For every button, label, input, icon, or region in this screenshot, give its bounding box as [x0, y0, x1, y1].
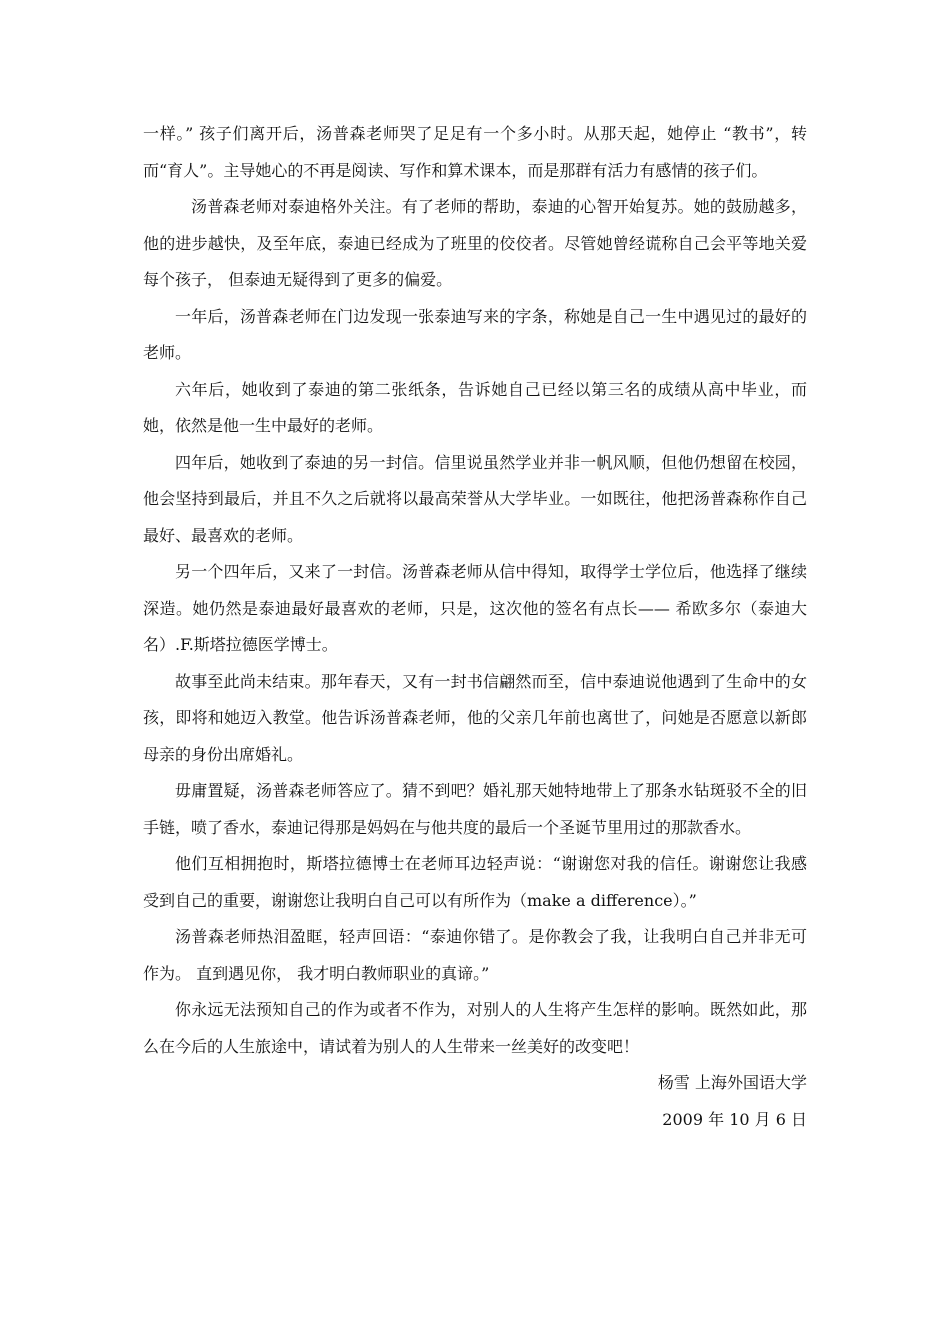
paragraph-2: 汤普森老师对泰迪格外关注。有了老师的帮助，泰迪的心智开始复苏。她的鼓励越多，他的进步越快，及至年底，泰迪已经成为了班里的佼佼者。尽管她曾经谎称自己会平等地关爱每个孩子， 但泰迪无疑得到了更多的偏爱。 [143, 197, 807, 289]
paragraph-5: 四年后，她收到了泰迪的另一封信。信里说虽然学业并非一帆风顺，但他仍想留在校园，他会坚持到最后，并且不久之后就将以最高荣誉从大学毕业。一如既往，他把汤普森称作自己最好、最喜欢的老师。 [143, 452, 807, 545]
paragraph-7: 故事至此尚未结束。那年春天，又有一封书信翩然而至，信中泰迪说他遇到了生命中的女孩，即将和她迈入教堂。他告诉汤普森老师，他的父亲几年前也离世了，问她是否愿意以新郎母亲的身份出席婚礼。 [143, 671, 807, 764]
paragraph-1: 一样。” 孩子们离开后，汤普森老师哭了足足有一个多小时。从那天起，她停止 “教书”，转而“育人”。主导她心的不再是阅读、写作和算术课本，而是那群有活力有感情的孩子们。 [143, 124, 807, 180]
paragraph-11: 你永远无法预知自己的作为或者不作为，对别人的人生将产生怎样的影响。既然如此，那么在今后的人生旅途中，请试着为别人的人生带来一丝美好的改变吧！ [143, 1000, 807, 1056]
signature-date: 2009 年 10 月 6 日 [662, 1109, 807, 1129]
paragraph-8: 毋庸置疑，汤普森老师答应了。猜不到吧？婚礼那天她特地带上了那条水钻斑驳不全的旧手链，喷了香水，泰迪记得那是妈妈在与他共度的最后一个圣诞节里用过的那款香水。 [143, 781, 807, 837]
signature-author: 杨雪 上海外国语大学 [657, 1073, 807, 1092]
paragraph-9: 他们互相拥抱时，斯塔拉德博士在老师耳边轻声说：“谢谢您对我的信任。谢谢您让我感受到自己的重要，谢谢您让我明白自己可以有所作为（make a difference）。” [143, 854, 807, 910]
paragraph-4: 六年后，她收到了泰迪的第二张纸条，告诉她自己已经以第三名的成绩从高中毕业，而她，依然是他一生中最好的老师。 [143, 379, 807, 435]
paragraph-3: 一年后，汤普森老师在门边发现一张泰迪写来的字条，称她是自己一生中遇见过的最好的老师。 [143, 306, 807, 362]
document-body [143, 116, 807, 1138]
paragraph-6: 另一个四年后，又来了一封信。汤普森老师从信中得知，取得学士学位后，他选择了继续深造。她仍然是泰迪最好最喜欢的老师，只是，这次他的签名有点长—— 希欧多尔（泰迪大名）.F.斯塔拉德医学博士。 [143, 562, 807, 654]
paragraph-10: 汤普森老师热泪盈眶，轻声回语：“泰迪你错了。是你教会了我，让我明白自己并非无可作为。 直到遇见你， 我才明白教师职业的真谛。” [143, 927, 807, 983]
